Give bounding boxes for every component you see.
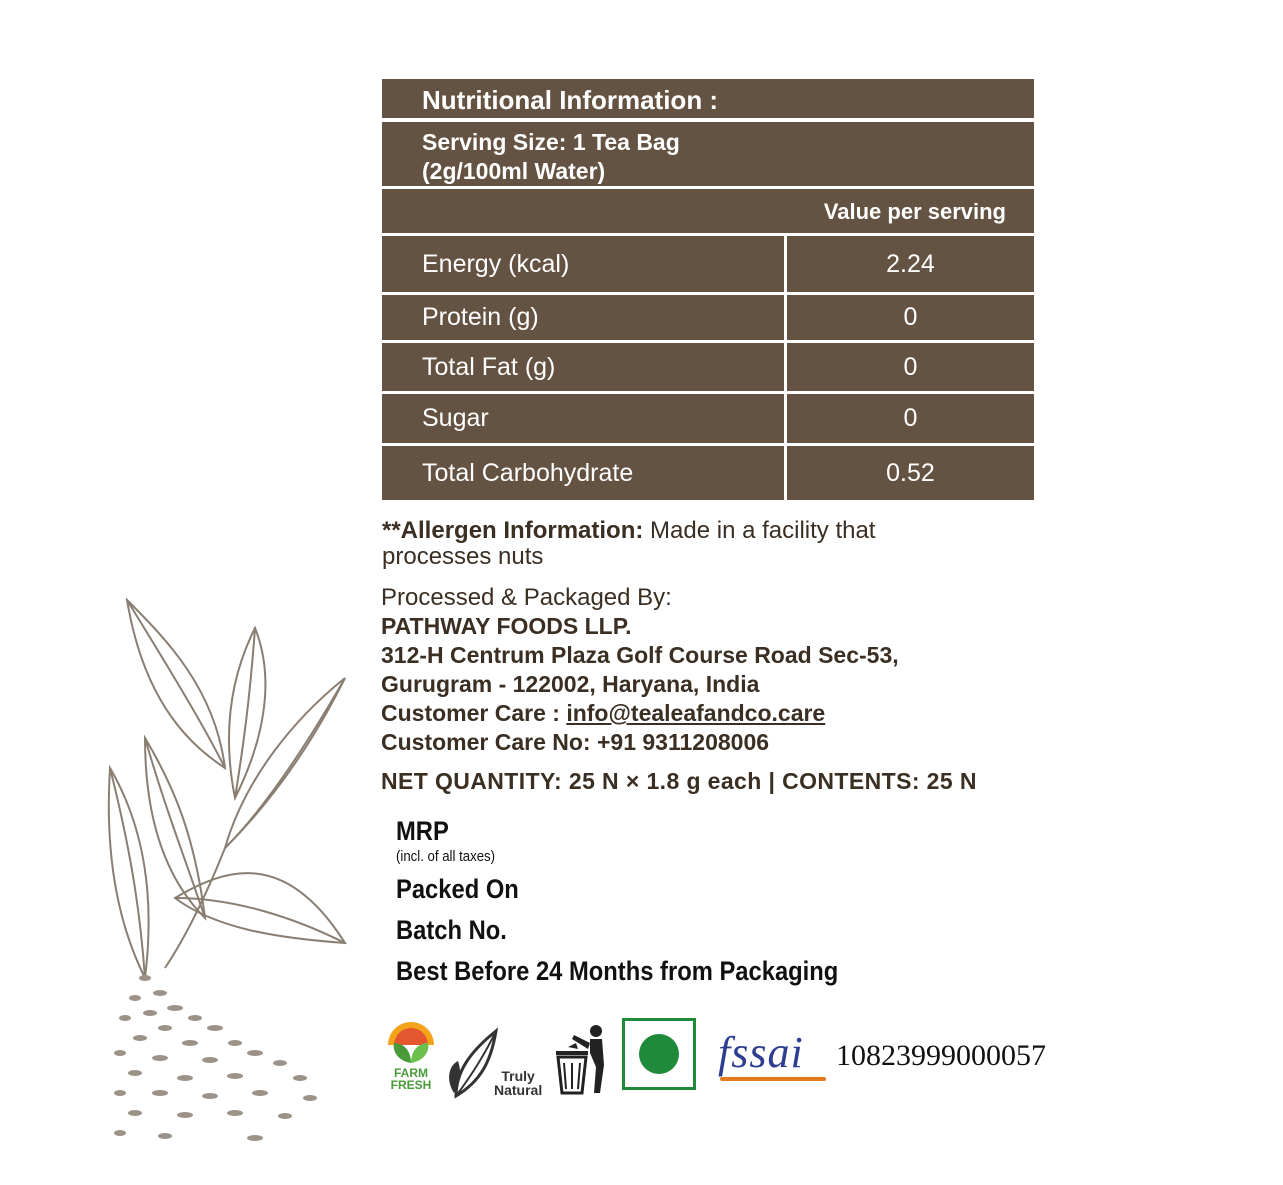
certification-badges	[384, 1015, 1044, 1105]
fssai-wordmark: fssai	[718, 1028, 804, 1077]
serving-size-line1: Serving Size: 1 Tea Bag	[422, 129, 680, 155]
veg-mark-icon	[622, 1018, 696, 1090]
nutrient-value: 0	[787, 295, 1034, 340]
nutrient-value: 0	[787, 343, 1034, 391]
value-per-serving-header: Value per serving	[382, 189, 1034, 233]
customer-care-number: Customer Care No: +91 9311208006	[381, 729, 770, 755]
customer-care-email-link[interactable]: info@tealeafandco.care	[566, 700, 826, 726]
nutrient-value: 2.24	[787, 236, 1034, 292]
customer-care-email-line	[381, 699, 1061, 728]
batch-no-label: Batch No.	[396, 915, 507, 945]
veg-dot	[639, 1034, 679, 1074]
mrp-label: MRP	[396, 816, 449, 846]
table-row	[382, 394, 1034, 443]
fssai-logo	[718, 1025, 830, 1085]
truly-text: Truly	[501, 1068, 535, 1084]
mrp-note: (incl. of all taxes)	[396, 848, 496, 865]
recycle-bin-icon	[554, 1023, 610, 1095]
packager-heading: Processed & Packaged By:	[381, 584, 672, 611]
farm-fresh-text-1: FARM	[394, 1066, 428, 1080]
table-row	[382, 343, 1034, 391]
best-before-label: Best Before 24 Months from Packaging	[396, 956, 839, 986]
nutrient-label: Total Carbohydrate	[382, 446, 784, 500]
table-row	[382, 236, 1034, 292]
allergen-information	[382, 518, 982, 570]
nutrition-title: Nutritional Information :	[382, 79, 1034, 118]
fssai-license-number: 10823999000057	[836, 1039, 1046, 1072]
allergen-label: **Allergen Information:	[382, 517, 644, 544]
customer-care-label: Customer Care :	[381, 700, 567, 726]
pack-info	[396, 815, 899, 987]
nutrient-label: Energy (kcal)	[382, 236, 784, 292]
serving-size-line2: (2g/100ml Water)	[422, 158, 606, 184]
nutrient-value: 0.52	[787, 446, 1034, 500]
allergen-text: Made in a facility that processes nuts	[382, 517, 876, 570]
nutrient-label: Total Fat (g)	[382, 343, 784, 391]
serving-size	[382, 122, 1034, 186]
company-name: PATHWAY FOODS LLP.	[381, 613, 632, 639]
truly-natural-icon	[446, 1021, 546, 1101]
tea-leaves-illustration	[105, 598, 355, 1158]
nutrient-value: 0	[787, 394, 1034, 443]
natural-text: Natural	[494, 1082, 543, 1098]
farm-fresh-icon	[384, 1015, 438, 1095]
address-line-1: 312-H Centrum Plaza Golf Course Road Sec-53,	[381, 642, 899, 668]
net-quantity: NET QUANTITY: 25 N × 1.8 g each | CONTENTS: 25 N	[381, 768, 977, 794]
nutrition-table	[382, 79, 1034, 500]
table-row	[382, 295, 1034, 340]
farm-fresh-text-2: FRESH	[390, 1078, 432, 1092]
address-line-2: Gurugram - 122002, Haryana, India	[381, 671, 760, 697]
packager-info	[381, 583, 1061, 757]
nutrient-label: Protein (g)	[382, 295, 784, 340]
table-row	[382, 446, 1034, 500]
nutrient-label: Sugar	[382, 394, 784, 443]
packed-on-label: Packed On	[396, 874, 519, 904]
